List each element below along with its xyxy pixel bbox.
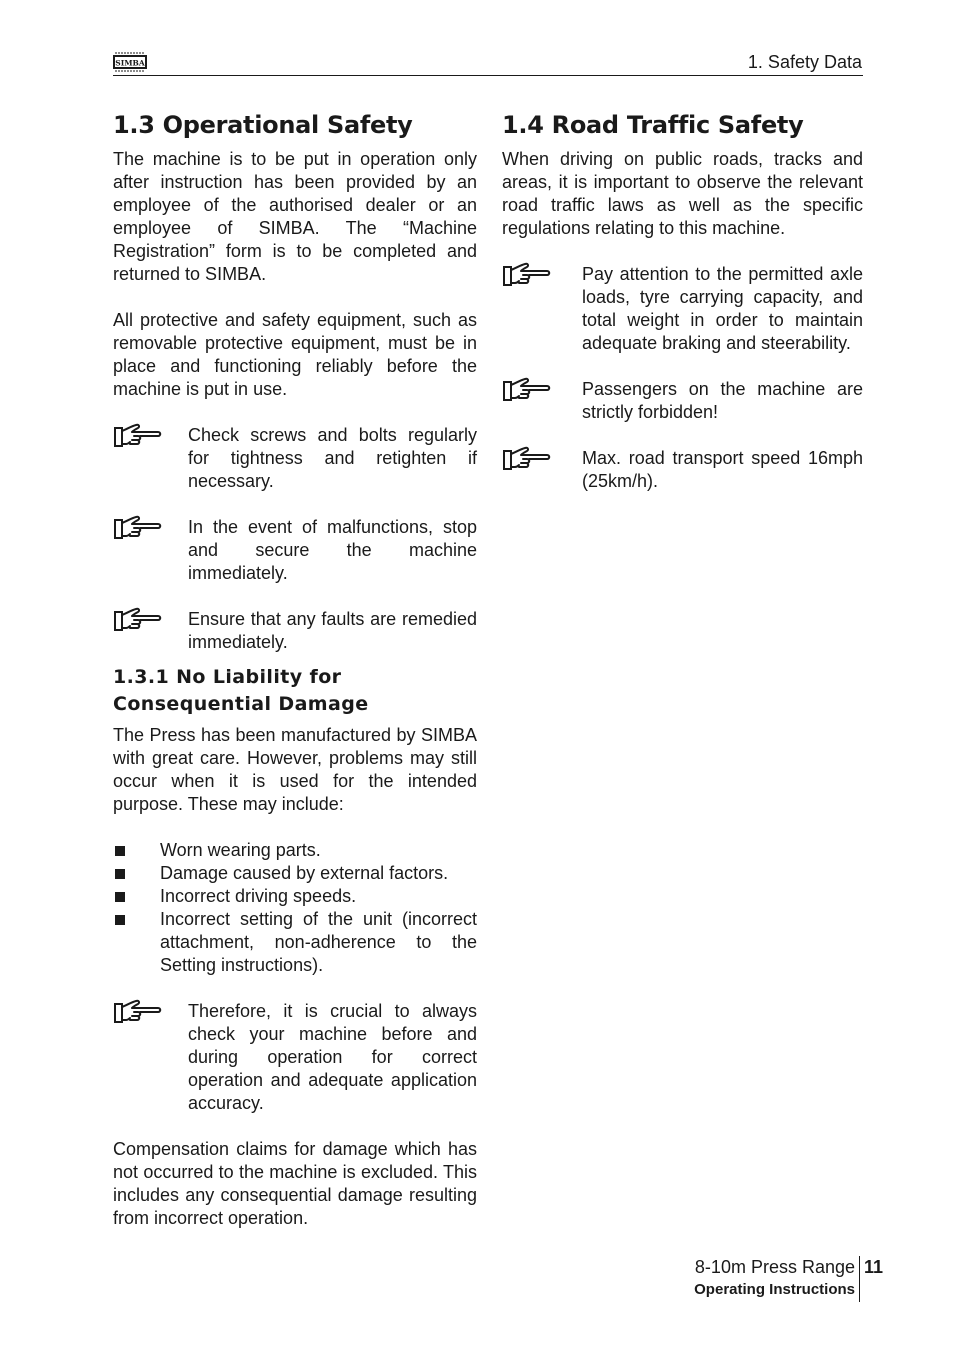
note-text: Max. road transport speed 16mph (25km/h). [582, 448, 863, 491]
note-text: Pay attention to the permitted axle loads, tyre carrying capacity, and total weight in order to maintain adequate braking and steerability. [582, 264, 863, 353]
section-title-operational-safety: 1.3 Operational Safety [113, 111, 413, 139]
pointing-hand-icon [502, 261, 554, 293]
left-column [113, 108, 477, 1230]
note [502, 263, 863, 355]
note-text: Check screws and bolts regularly for tightness and retighten if necessary. [188, 425, 477, 491]
note [113, 516, 477, 585]
section-title-road-traffic-safety: 1.4 Road Traffic Safety [502, 111, 804, 139]
page-number: 11 [864, 1257, 884, 1277]
header-title: 1. Safety Data [747, 52, 862, 72]
note-text: Ensure that any faults are remedied immediately. [188, 609, 477, 652]
list-item: Incorrect setting of the unit (incorrect attachment, non-adherence to the Setting instructions). [113, 908, 477, 977]
note-text: Passengers on the machine are strictly forbidden! [582, 379, 863, 422]
note [113, 608, 477, 654]
paragraph: Compensation claims for damage which has not occurred to the machine is excluded. This includes any consequential damage resulting from incorrect operation. [113, 1139, 477, 1228]
note [502, 447, 863, 493]
simba-logo-icon [113, 52, 147, 72]
pointing-hand-icon [113, 998, 165, 1030]
bullet-list [113, 839, 477, 977]
right-column [502, 108, 863, 493]
note [113, 1000, 477, 1115]
pointing-hand-icon [113, 606, 165, 638]
note [502, 378, 863, 424]
header-divider [113, 75, 863, 76]
paragraph: All protective and safety equipment, such as removable protective equipment, must be in place and functioning reliably before the machine is put in use. [113, 310, 477, 399]
paragraph: The Press has been manufactured by SIMBA with great care. However, problems may still occur when it is used for the intended purpose. These may include: [113, 725, 477, 814]
note-text: In the event of malfunctions, stop and secure the machine immediately. [188, 517, 477, 583]
footer-product-range: 8-10m Press Range [694, 1257, 855, 1277]
list-item: Incorrect driving speeds. [113, 885, 477, 908]
note [113, 424, 477, 493]
square-bullet-icon [115, 846, 125, 856]
subsection-title-no-liability: 1.3.1 No Liability for Consequential Damage [113, 666, 369, 715]
footer [694, 1256, 855, 1300]
square-bullet-icon [115, 892, 125, 902]
list-item: Damage caused by external factors. [113, 862, 477, 885]
note-text: Therefore, it is crucial to always check your machine before and during operation for correct operation and adequate application accuracy. [188, 1001, 477, 1113]
list-item: Worn wearing parts. [113, 839, 477, 862]
paragraph: When driving on public roads, tracks and areas, it is important to observe the relevant road traffic laws as well as the specific regulations relating to this machine. [502, 149, 863, 238]
square-bullet-icon [115, 915, 125, 925]
footer-divider [859, 1256, 860, 1302]
pointing-hand-icon [113, 422, 165, 454]
logo-text: SIMBA [115, 58, 145, 68]
footer-subtitle: Operating Instructions [694, 1281, 855, 1298]
square-bullet-icon [115, 869, 125, 879]
pointing-hand-icon [113, 514, 165, 546]
paragraph: The machine is to be put in operation only after instruction has been provided by an employee of the authorised dealer or an employee of SIMBA. The “Machine Registration” form is to be completed and returned to SIMBA. [113, 149, 477, 284]
pointing-hand-icon [502, 445, 554, 477]
pointing-hand-icon [502, 376, 554, 408]
